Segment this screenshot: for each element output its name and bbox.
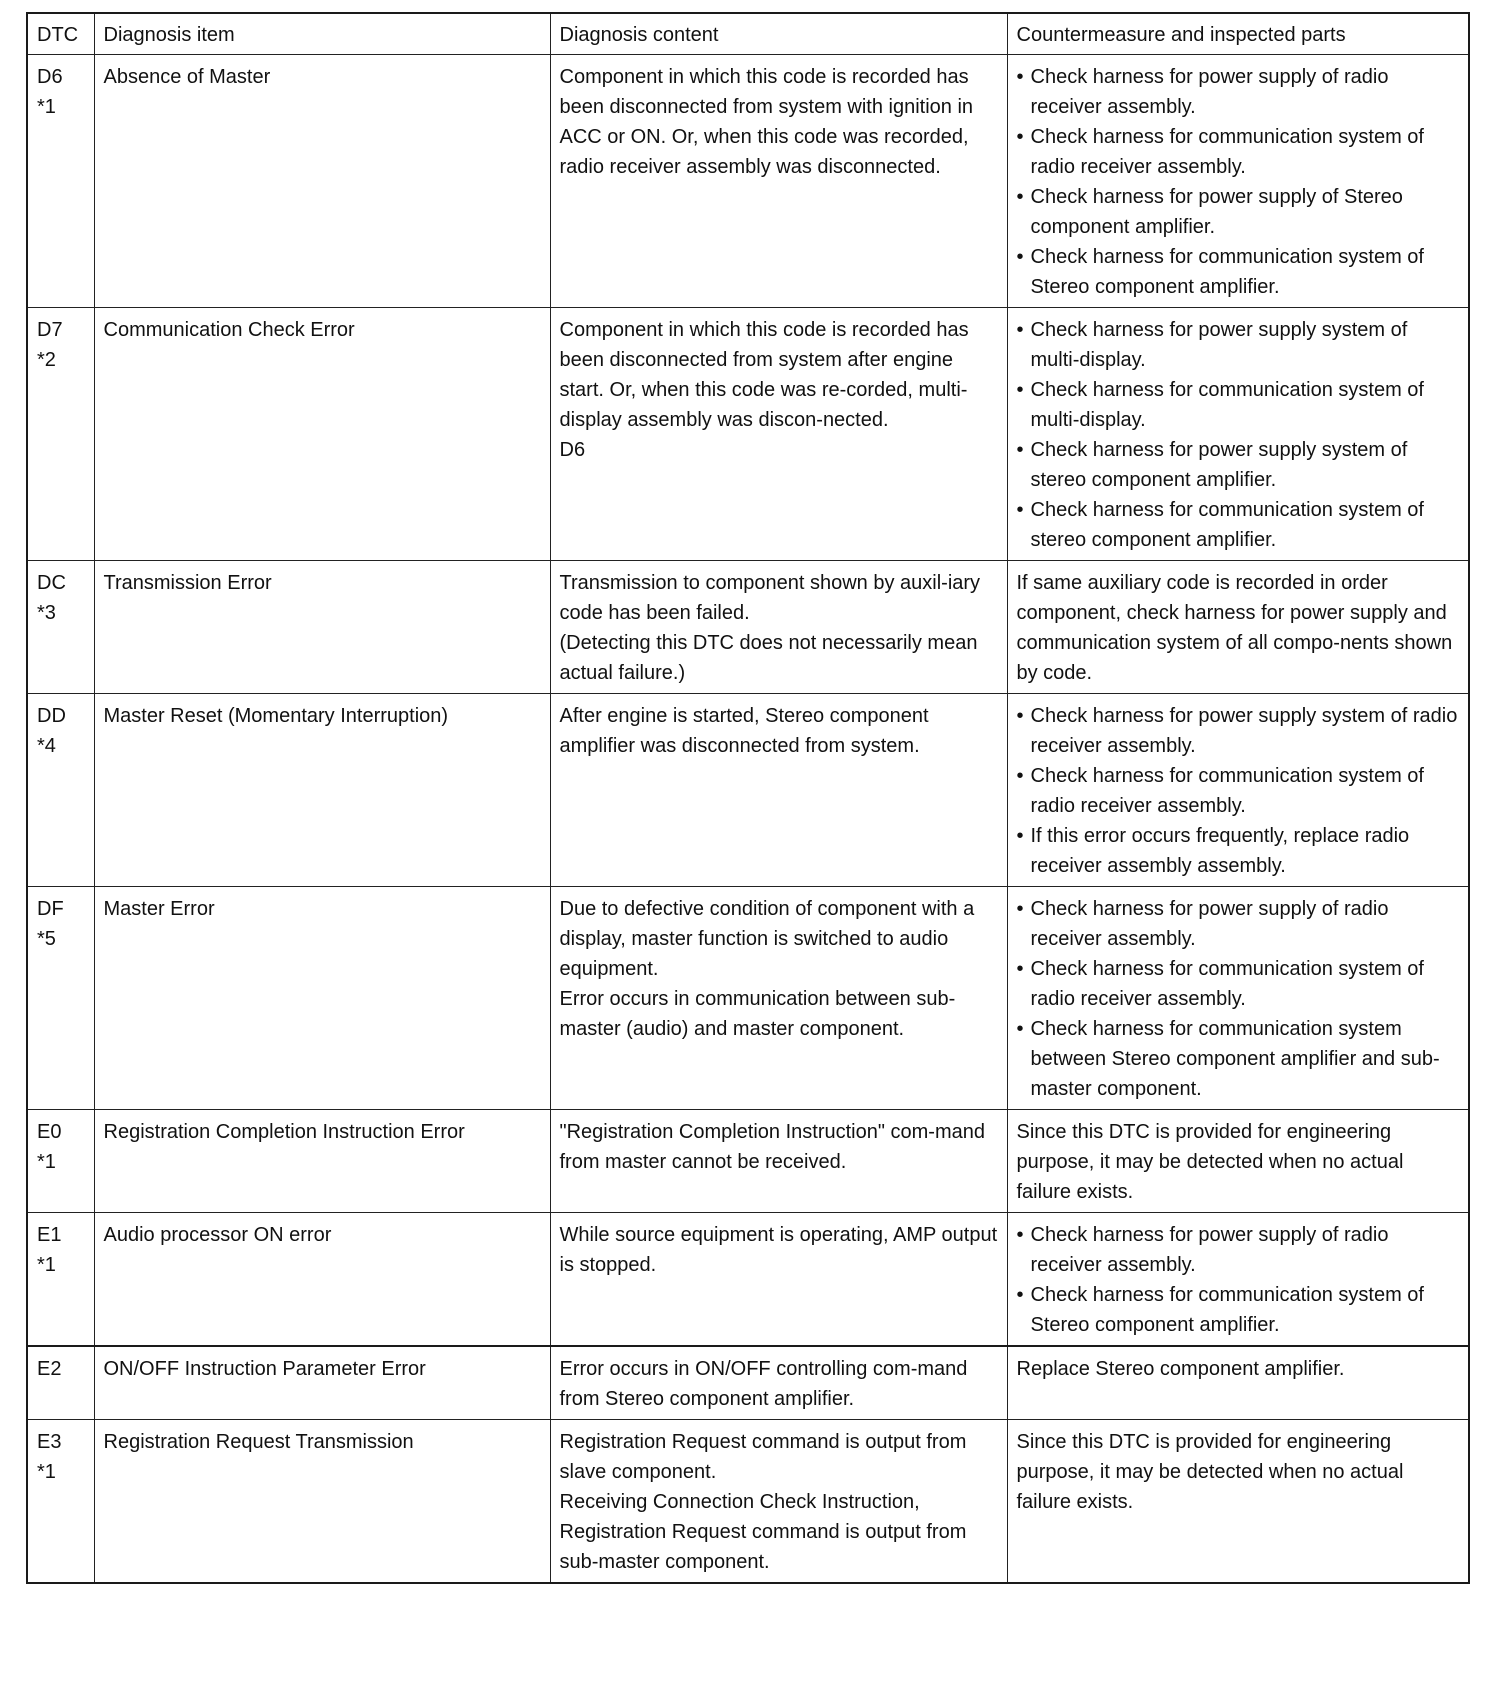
diagnosis-content-paragraph: Due to defective condition of component with a display, master function is switched to audio equipment. [559,898,975,980]
header-diagnosis-content: Diagnosis content [550,13,1007,55]
dtc-code: DF [37,898,64,920]
table-row [27,561,1469,694]
table-row [27,1213,1469,1347]
diagnosis-content-cell [550,561,1007,694]
countermeasure-cell [1007,694,1469,887]
diagnosis-content-cell [550,308,1007,561]
countermeasure-list [1017,62,1461,302]
diagnosis-content-cell [550,55,1007,308]
dtc-table-sheet [26,12,1468,1584]
countermeasure-list [1017,894,1461,1104]
dtc-cell [27,55,94,308]
countermeasure-text: Replace Stereo component amplifier. [1016,1358,1345,1380]
countermeasure-bullet: • Check harness for communication system of radio receiver assembly. [1017,122,1461,182]
countermeasure-text: Since this DTC is provided for engineering purpose, it may be detected when no actual failure exists. [1016,1431,1404,1513]
countermeasure-bullet: • Check harness for communication system between Stereo component amplifier and sub-master component. [1017,1014,1461,1104]
table-row [27,1420,1469,1584]
countermeasure-cell [1007,308,1469,561]
countermeasure-bullet: • If this error occurs frequently, replace radio receiver assembly assembly. [1017,821,1461,881]
diagnosis-content-cell [550,694,1007,887]
dtc-table [26,12,1470,1584]
dtc-footnote-ref: *1 [37,1254,56,1276]
diagnosis-content-cell [550,1110,1007,1213]
dtc-cell [27,887,94,1110]
countermeasure-cell [1007,1213,1469,1347]
dtc-cell [27,1110,94,1213]
header-diagnosis-item: Diagnosis item [94,13,550,55]
dtc-code: DC [37,572,66,594]
diagnosis-content-cell [550,1346,1007,1420]
diagnosis-item-cell: Master Error [94,887,550,1110]
diagnosis-item-cell: Communication Check Error [94,308,550,561]
dtc-code: E1 [37,1224,62,1246]
dtc-cell [27,1420,94,1584]
dtc-cell [27,694,94,887]
countermeasure-cell [1007,561,1469,694]
countermeasure-bullet: • Check harness for communication system of radio receiver assembly. [1017,954,1461,1014]
countermeasure-bullet: • Check harness for power supply system of radio receiver assembly. [1017,701,1461,761]
table-row [27,1346,1469,1420]
diagnosis-content-paragraph: Component in which this code is recorded has been disconnected from system after engine start. Or, when this code was re-corded, multi-display assembly was discon-nected. [559,319,969,431]
dtc-cell [27,1213,94,1347]
diagnosis-item-cell: Absence of Master [94,55,550,308]
diagnosis-item-cell: Audio processor ON error [94,1213,550,1347]
diagnosis-content-paragraph: "Registration Completion Instruction" com-mand from master cannot be received. [559,1121,985,1173]
dtc-cell [27,308,94,561]
dtc-footnote-ref: *5 [37,928,56,950]
countermeasure-list [1017,1220,1461,1340]
dtc-footnote-ref: *3 [37,602,56,624]
header-countermeasure: Countermeasure and inspected parts [1007,13,1469,55]
countermeasure-bullet: • Check harness for communication system of Stereo component amplifier. [1017,242,1461,302]
diagnosis-item-cell: ON/OFF Instruction Parameter Error [94,1346,550,1420]
dtc-footnote-ref: *1 [37,96,56,118]
countermeasure-bullet: • Check harness for power supply system of stereo component amplifier. [1017,435,1461,495]
dtc-code: E3 [37,1431,62,1453]
table-header-row [27,13,1469,55]
dtc-code: D6 [37,66,63,88]
diagnosis-item-cell: Master Reset (Momentary Interruption) [94,694,550,887]
diagnosis-content-paragraph: D6 [559,439,586,461]
diagnosis-content-cell [550,1213,1007,1347]
countermeasure-bullet: • Check harness for communication system of radio receiver assembly. [1017,761,1461,821]
countermeasure-bullet: • Check harness for communication system of stereo component amplifier. [1017,495,1461,555]
table-row [27,694,1469,887]
countermeasure-list [1017,315,1461,555]
countermeasure-cell [1007,55,1469,308]
diagnosis-item-cell: Registration Completion Instruction Error [94,1110,550,1213]
countermeasure-cell [1007,1110,1469,1213]
dtc-code: E0 [37,1121,62,1143]
dtc-footnote-ref: *1 [37,1461,56,1483]
table-row [27,308,1469,561]
dtc-footnote-ref: *2 [37,349,56,371]
countermeasure-text: If same auxiliary code is recorded in order component, check harness for power supply and communication system of all compo-nents shown by code. [1016,572,1453,684]
countermeasure-list [1017,701,1461,881]
diagnosis-content-paragraph: Component in which this code is recorded has been disconnected from system with ignition in ACC or ON. Or, when this code was recorded, radio receiver assembly was disconnected. [559,66,974,178]
countermeasure-bullet: • Check harness for power supply of Stereo component amplifier. [1017,182,1461,242]
diagnosis-content-paragraph: Error occurs in ON/OFF controlling com-mand from Stereo component amplifier. [559,1358,968,1410]
diagnosis-item-cell: Registration Request Transmission [94,1420,550,1584]
diagnosis-content-paragraph: While source equipment is operating, AMP output is stopped. [559,1224,998,1276]
diagnosis-content-paragraph: Registration Request command is output from slave component. [559,1431,967,1483]
header-dtc: DTC [27,13,94,55]
countermeasure-cell [1007,1346,1469,1420]
table-row [27,887,1469,1110]
countermeasure-bullet: • Check harness for power supply of radio receiver assembly. [1017,894,1461,954]
table-row [27,1110,1469,1213]
diagnosis-content-paragraph: After engine is started, Stereo component amplifier was disconnected from system. [559,705,929,757]
dtc-code: E2 [37,1358,62,1380]
countermeasure-cell [1007,1420,1469,1584]
table-row [27,55,1469,308]
countermeasure-bullet: • Check harness for power supply of radio receiver assembly. [1017,1220,1461,1280]
diagnosis-content-paragraph: Error occurs in communication between sub-master (audio) and master component. [559,988,956,1040]
diagnosis-item-cell: Transmission Error [94,561,550,694]
dtc-code: D7 [37,319,63,341]
dtc-cell [27,1346,94,1420]
dtc-table-body [27,55,1469,1584]
countermeasure-bullet: • Check harness for communication system of multi-display. [1017,375,1461,435]
countermeasure-text: Since this DTC is provided for engineering purpose, it may be detected when no actual failure exists. [1016,1121,1404,1203]
diagnosis-content-cell [550,887,1007,1110]
diagnosis-content-cell [550,1420,1007,1584]
dtc-footnote-ref: *4 [37,735,56,757]
countermeasure-bullet: • Check harness for communication system of Stereo component amplifier. [1017,1280,1461,1340]
countermeasure-cell [1007,887,1469,1110]
dtc-cell [27,561,94,694]
countermeasure-bullet: • Check harness for power supply system of multi-display. [1017,315,1461,375]
diagnosis-content-paragraph: (Detecting this DTC does not necessarily mean actual failure.) [559,632,978,684]
dtc-code: DD [37,705,66,727]
diagnosis-content-paragraph: Receiving Connection Check Instruction, Registration Request command is output from sub-master component. [559,1491,967,1573]
diagnosis-content-paragraph: Transmission to component shown by auxil-iary code has been failed. [559,572,981,624]
dtc-footnote-ref: *1 [37,1151,56,1173]
countermeasure-bullet: • Check harness for power supply of radio receiver assembly. [1017,62,1461,122]
